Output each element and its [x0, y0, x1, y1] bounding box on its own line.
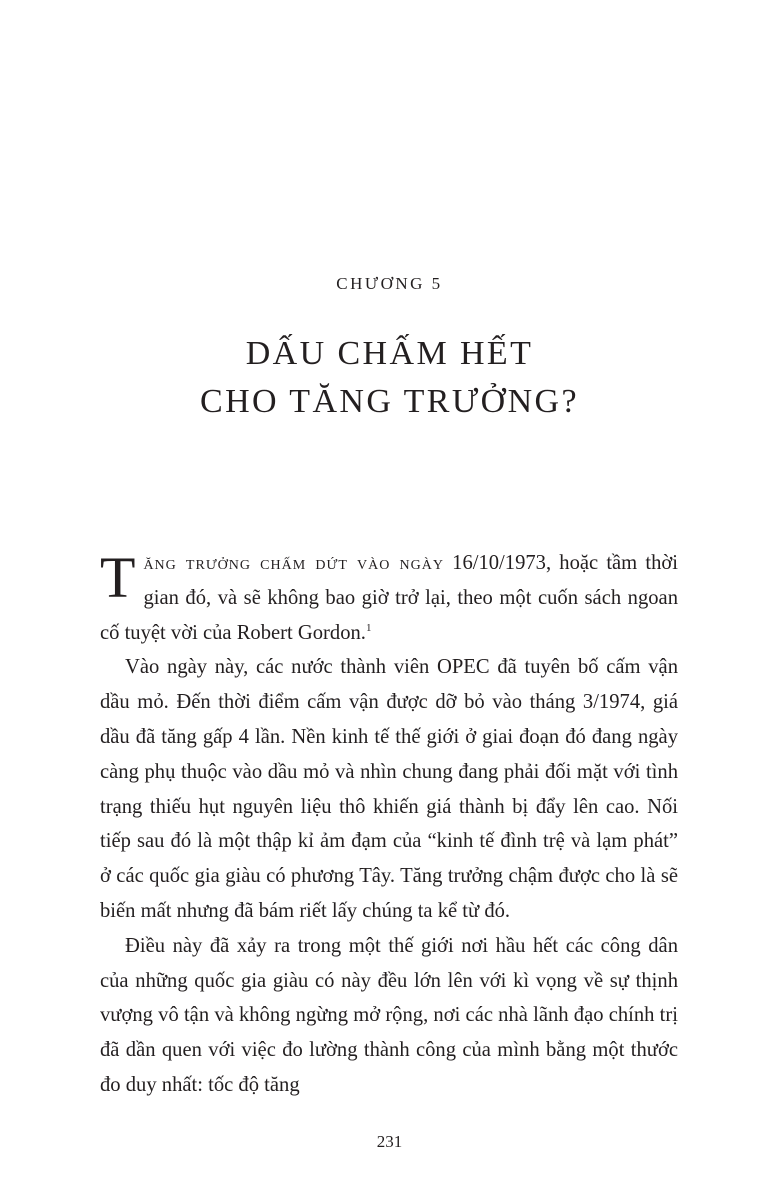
footnote-reference[interactable]: 1	[365, 621, 372, 634]
page-number: 231	[376, 1132, 403, 1151]
opening-small-caps: ăng trưởng chấm dứt vào ngày	[143, 552, 444, 574]
drop-cap: T	[100, 545, 136, 610]
body-text	[100, 546, 678, 1103]
chapter-label: CHƯƠNG 5	[336, 274, 443, 293]
paragraph-3: Điều này đã xảy ra trong một thế giới nơi hầu hết các công dân của những quốc gia giàu có này đều lớn lên với kì vọng về sự thịnh vượng vô tận và không ngừng mở rộng, nơi các nhà lãnh đạo chính trị đã dần quen với việc đo lường thành công của mình bằng một thước đo duy nhất: tốc độ tăng	[100, 934, 678, 1096]
chapter-title-line-2: CHO TĂNG TRƯỞNG?	[200, 383, 579, 420]
paragraph-1	[100, 546, 678, 650]
chapter-title-line-1: DẤU CHẤM HẾT	[245, 335, 534, 372]
paragraph-2: Vào ngày này, các nước thành viên OPEC đã tuyên bố cấm vận dầu mỏ. Đến thời điểm cấm vận được dỡ bỏ vào tháng 3/1974, giá dầu đã tăng gấp 4 lần. Nền kinh tế thế giới ở giai đoạn đó đang ngày càng phụ thuộc vào dầu mỏ và nhìn chung đang phải đối mặt với tình trạng thiếu hụt nguyên liệu thô khiến giá thành bị đẩy lên cao. Nối tiếp sau đó là một thập kỉ ảm đạm của “kinh tế đình trệ và lạm phát” ở các quốc gia giàu có phương Tây. Tăng trưởng chậm được cho là sẽ biến mất nhưng đã bám riết lấy chúng ta kể từ đó.	[100, 656, 678, 922]
chapter-title	[0, 330, 779, 426]
paragraph-1-text: 16/10/1973, hoặc tầm thời gian đó, và sẽ không bao giờ trở lại, theo một cuốn sách ngoan cố tuyệt vời của Robert Gordon.	[100, 552, 678, 644]
